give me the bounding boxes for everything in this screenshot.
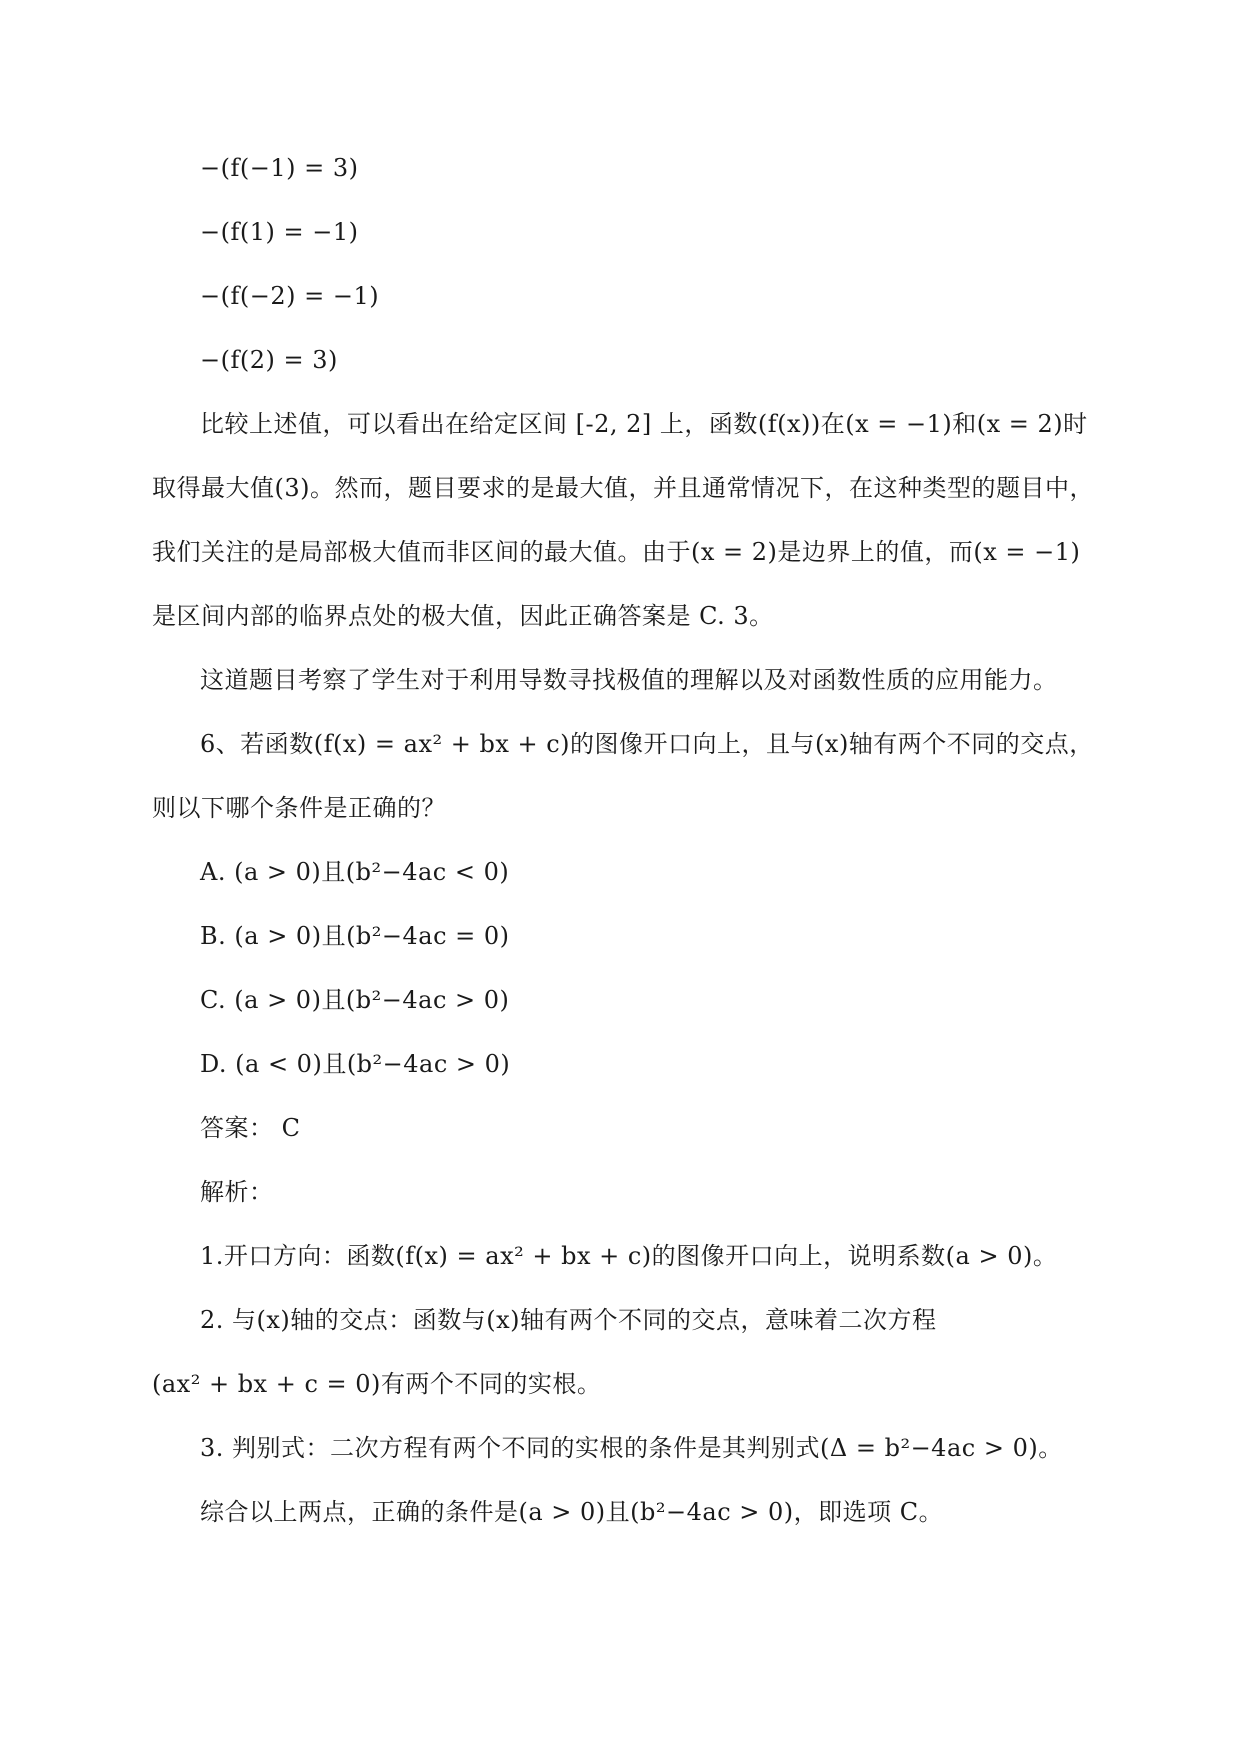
conclusion-line: 综合以上两点，正确的条件是(a > 0)且(b²−4ac > 0)，即选项 C。 [200,1498,944,1526]
analysis-point-3: 3. 判别式：二次方程有两个不同的实根的条件是其判别式(Δ = b²−4ac > 0)。 [200,1434,1063,1462]
f-neg2-line: −(f(−2) = −1) [200,282,380,310]
analysis-point-2-line-2: (ax² + bx + c = 0)有两个不同的实根。 [152,1370,602,1398]
option-d: D. (a < 0)且(b²−4ac > 0) [200,1050,511,1078]
question-6-line-1: 6、若函数(f(x) = ax² + bx + c)的图像开口向上，且与(x)轴有两个不同的交点， [200,730,1094,758]
option-b: B. (a > 0)且(b²−4ac = 0) [200,922,510,950]
comparison-paragraph-line-2: 取得最大值(3)。然而，题目要求的是最大值，并且通常情况下，在这种类型的题目中， [152,474,1094,502]
question-6-line-2: 则以下哪个条件是正确的？ [152,794,446,822]
summary-paragraph: 这道题目考察了学生对于利用导数寻找极值的理解以及对函数性质的应用能力。 [200,666,1058,694]
analysis-point-2-line-1: 2. 与(x)轴的交点：函数与(x)轴有两个不同的交点，意味着二次方程 [200,1306,937,1334]
answer-line: 答案： C [200,1114,301,1142]
comparison-paragraph-line-4: 是区间内部的临界点处的极大值，因此正确答案是 C. 3。 [152,602,774,630]
f-2-line: −(f(2) = 3) [200,346,338,374]
option-a: A. (a > 0)且(b²−4ac < 0) [200,858,510,886]
analysis-heading: 解析： [200,1178,274,1206]
f-1-line: −(f(1) = −1) [200,218,359,246]
comparison-paragraph-line-3: 我们关注的是局部极大值而非区间的最大值。由于(x = 2)是边界上的值，而(x = −1) [152,538,1081,566]
option-c: C. (a > 0)且(b²−4ac > 0) [200,986,510,1014]
comparison-paragraph-line-1: 比较上述值，可以看出在给定区间 [-2, 2] 上，函数(f(x))在(x = −1)和(x = 2)时 [200,410,1088,438]
analysis-point-1: 1.开口方向：函数(f(x) = ax² + bx + c)的图像开口向上，说明系数(a > 0)。 [200,1242,1058,1270]
f-neg1-line: −(f(−1) = 3) [200,154,359,182]
